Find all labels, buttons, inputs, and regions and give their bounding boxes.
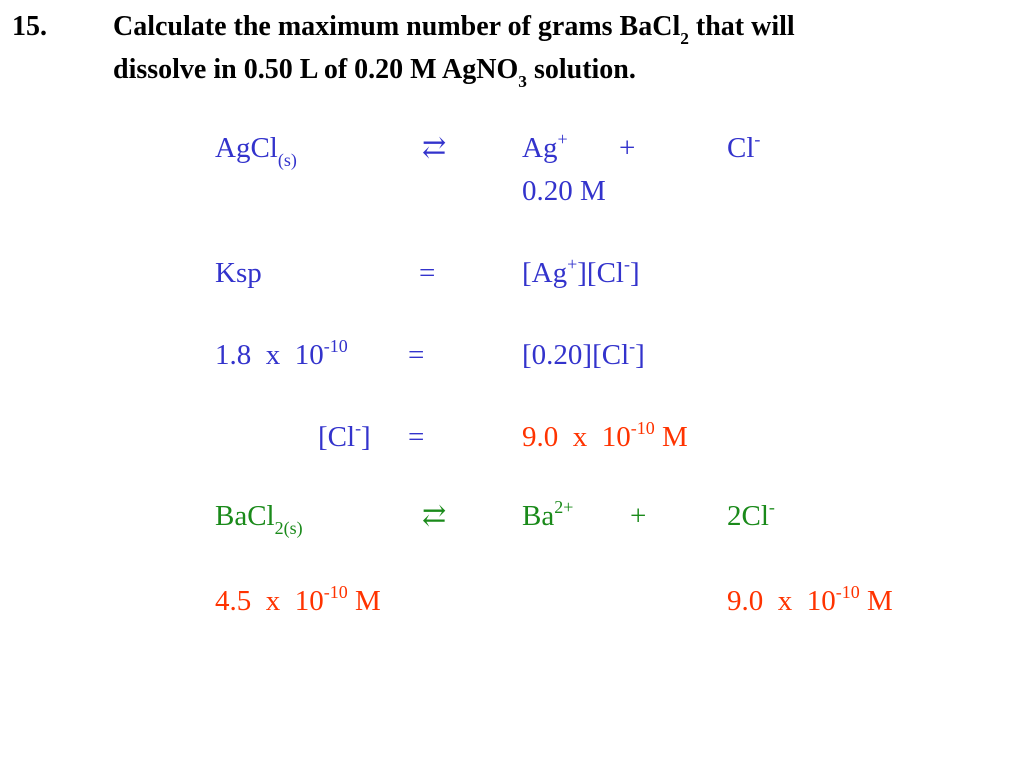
- ksp-label: Ksp: [215, 257, 262, 289]
- cl-concentration-label: [Cl-]: [318, 418, 371, 453]
- cl-concentration-eq2: 9.0 x $10^{-10}$ M: [727, 582, 893, 617]
- question-line-1: Calculate the maximum number of grams BaCl$_2$ that will: [113, 11, 795, 48]
- substitution-expression: [0.20][Cl-]: [522, 336, 645, 371]
- eq1-ag-concentration: 0.20 M: [522, 175, 606, 207]
- substitution-equals: =: [408, 339, 425, 371]
- eq2-product-ba: $Ba^{2+}$: [522, 497, 574, 532]
- eq1-plus: +: [619, 132, 636, 164]
- eq2-reactant: BaCl$_{2(s)}$: [215, 500, 303, 538]
- eq2-plus: +: [630, 500, 647, 532]
- eq2-equilibrium-arrow: ⇄: [422, 500, 447, 532]
- eq1-product-cl: Cl-: [727, 129, 761, 164]
- ba-concentration: 4.5 x $10^{-10}$ M: [215, 582, 381, 617]
- cl-concentration-equals: =: [408, 421, 425, 453]
- eq1-reactant: AgCl$_{(s)}$: [215, 132, 297, 170]
- ksp-value: 1.8 x $10^{-10}$: [215, 336, 348, 371]
- question-number: 15.: [12, 11, 47, 42]
- question-line-2: dissolve in 0.50 L of 0.20 M AgNO$_3$ solution.: [113, 54, 636, 91]
- eq1-equilibrium-arrow: ⇄: [422, 132, 447, 164]
- eq1-product-ag: Ag+: [522, 129, 568, 164]
- ksp-expression: [Ag+][Cl-]: [522, 254, 640, 289]
- eq2-product-cl: 2Cl-: [727, 497, 775, 532]
- cl-concentration-result: 9.0 x $10^{-10}$ M: [522, 418, 688, 453]
- ksp-equals: =: [419, 257, 436, 289]
